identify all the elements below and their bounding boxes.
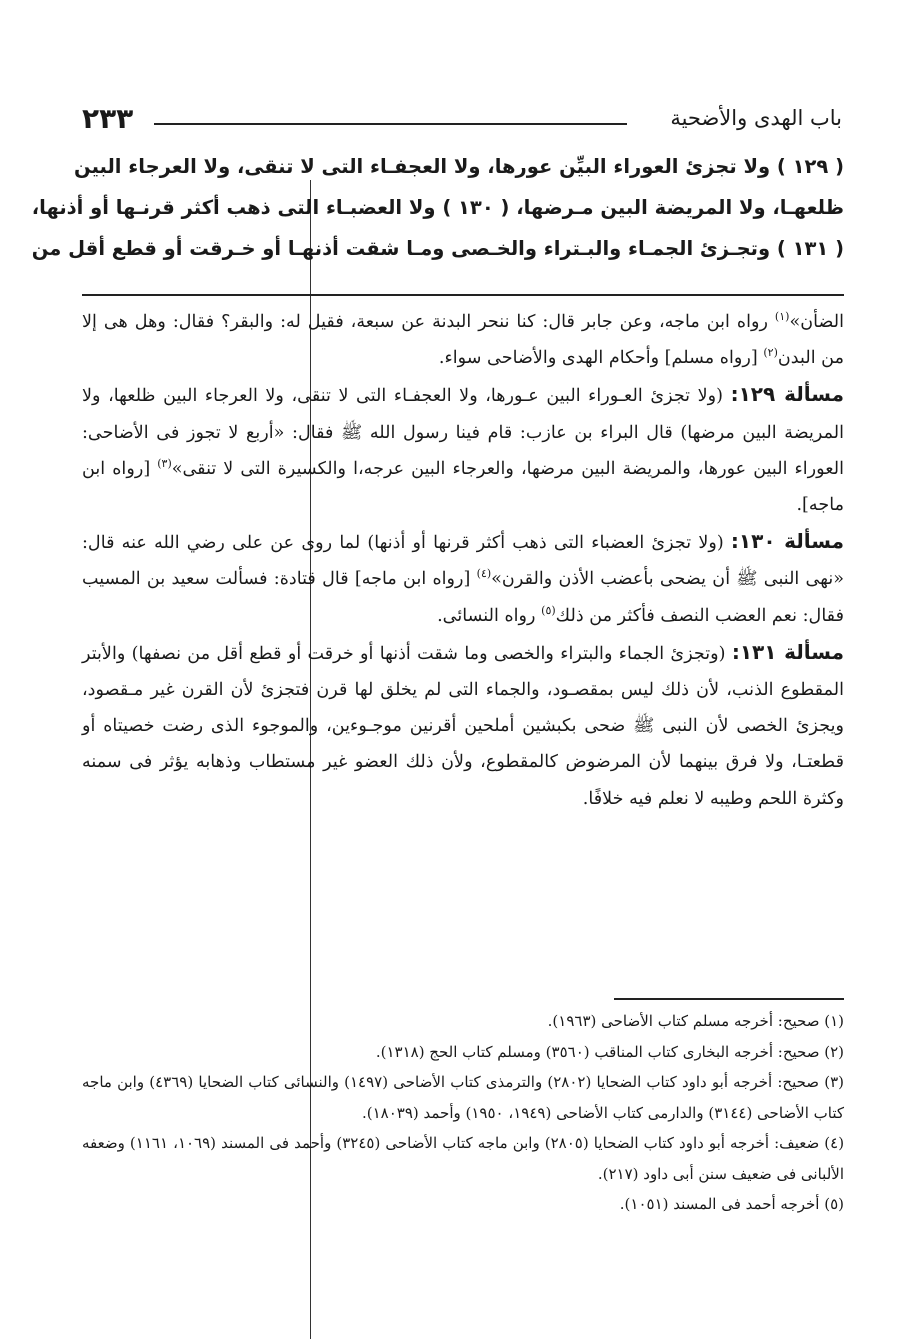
page-header: [82, 102, 842, 142]
footnote-ref: (٥): [541, 603, 556, 617]
footnotes: [82, 1006, 844, 1220]
matn-text: [31, 146, 844, 269]
masala-heading: مسألة ١٣١:: [731, 639, 844, 664]
text-run: (ولا تجزئ العضباء التى ذهب أكثر قرنها أو أذنها) لما روى عن على رضي الله عنه قال: «نهى النبى ﷺ أن يضحى بأعضب الأذن والقرن»: [82, 533, 844, 590]
footnote-ref: (٣): [157, 456, 172, 470]
chapter-title: باب الهدى والأضحية: [670, 106, 842, 130]
masala-heading: مسألة ١٣٠:: [730, 529, 844, 554]
matn-line: ( ١٢٩ ) ولا تجزئ العوراء البيِّن عورها، ولا العجفـاء التى لا تنقى، ولا العرجاء البين: [74, 155, 844, 178]
text-run: رواه ابن ماجه، وعن جابر قال: كنا ننحر البدنة عن سبعة، فقيل له: والبقر؟ فقال: وهل هى إلا من البدن: [82, 312, 844, 369]
header-rule: [154, 123, 627, 125]
footnote: (٤) ضعيف: أخرجه أبو داود كتاب الضحايا (٢٨٠٥) وابن ماجه كتاب الأضاحى (٣٢٤٥) وأحمد فى المسند (١٠٦٩، ١١٦١) وضعفه الألبانى فى ضعيف سنن أبى داود (٢١٧).: [82, 1134, 845, 1183]
matn-line: ظلعهـا، ولا المريضة البين مـرضها، ( ١٣٠ ) ولا العضبـاء التى ذهب أكثر قرنـها أو أذنها،: [31, 196, 844, 219]
text-run: (ولا تجزئ العـوراء البين عـورها، ولا العجفـاء التى لا تنقى، ولا العرجاء البين ظلعها، ولا المريضة البين مرضها) قال البراء بن عازب: قام فينا رسول الله ﷺ فقال: «أربع لا تجوز فى الأضاحى: العوراء البين عورها، والمريضة البين مرضها، والعرجاء البين عرجه،ا والكسيرة التى لا تنقى»: [82, 386, 844, 479]
footnote: (٣) صحيح: أخرجه أبو داود كتاب الضحايا (٢٨٠٢) والترمذى كتاب الأضاحى (١٤٩٧) والنسائى كتاب الضحايا (٤٣٦٩) وابن ماجه كتاب الأضاحى (٣١٤٤) والدارمى كتاب الأضاحى (١٩٤٩، ١٩٥٠) وأحمد (١٨٠٣٩).: [82, 1073, 844, 1122]
footnote: (٢) صحيح: أخرجه البخارى كتاب المناقب (٣٥٦٠) ومسلم كتاب الحج (١٣١٨).: [375, 1042, 844, 1061]
text-run: رواه النسائى.: [437, 605, 542, 626]
masala-heading: مسألة ١٢٩:: [730, 382, 844, 407]
footnote-ref: (٢): [763, 346, 778, 360]
masala-129: [82, 376, 844, 523]
page-number: ٢٣٣: [82, 102, 134, 135]
commentary-text: [82, 304, 844, 817]
commentary-paragraph: [82, 304, 844, 376]
text-run: [رواه ابن ماجه] قال قتادة: فسألت سعيد بن المسيب فقال: نعم العضب النصف فأكثر من ذلك: [82, 569, 844, 626]
footnote-ref: (١): [774, 310, 790, 324]
footnote: (٥) أخرجه أحمد فى المسند (١٠٥١).: [619, 1195, 844, 1213]
text-run: [رواه مسلم] وأحكام الهدى والأضاحى سواء.: [438, 348, 764, 369]
footnote-separator-rule: [614, 998, 844, 1000]
footnote: (١) صحيح: أخرجه مسلم كتاب الأضاحى (١٩٦٣).: [547, 1012, 844, 1030]
text-run: (وتجزئ الجماء والبتراء والخصى وما شقت أذنها أو خرقت أو قطع أقل من نصفها) والأبتر المقطوع الذنب، لأن ذلك ليس بمقصـود، والجماء التى لم يخلق لها قرن فتجزئ لأن القرن غير مـقصود، ويجزئ الخصى لأن النبى ﷺ ضحى بكبشين أملحين أقرنين موجـوءين، والموجوء الذى رضت خصيتاه أو قطعتـا، ولا فرق بينهما لأن المرضوض كالمقطوع، ولأن ذلك العضو غير مستطاب وذهابه يؤثر فى سمنه وكثرة اللحم وطيبه لا نعلم فيه خلافًا.: [82, 643, 844, 809]
masala-131: [82, 634, 844, 817]
matn-line: ( ١٣١ ) وتجـزئ الجمـاء والبـتراء والخـصى ومـا شقت أذنهـا أو خـرقت أو قطع أقل من: [31, 237, 844, 260]
text-run: [رواه ابن ماجه].: [82, 458, 844, 516]
footnote-ref: (٤): [476, 567, 492, 581]
masala-130: [82, 523, 844, 634]
matn-separator-rule: [82, 294, 844, 296]
text-run: الضأن»: [789, 312, 844, 332]
